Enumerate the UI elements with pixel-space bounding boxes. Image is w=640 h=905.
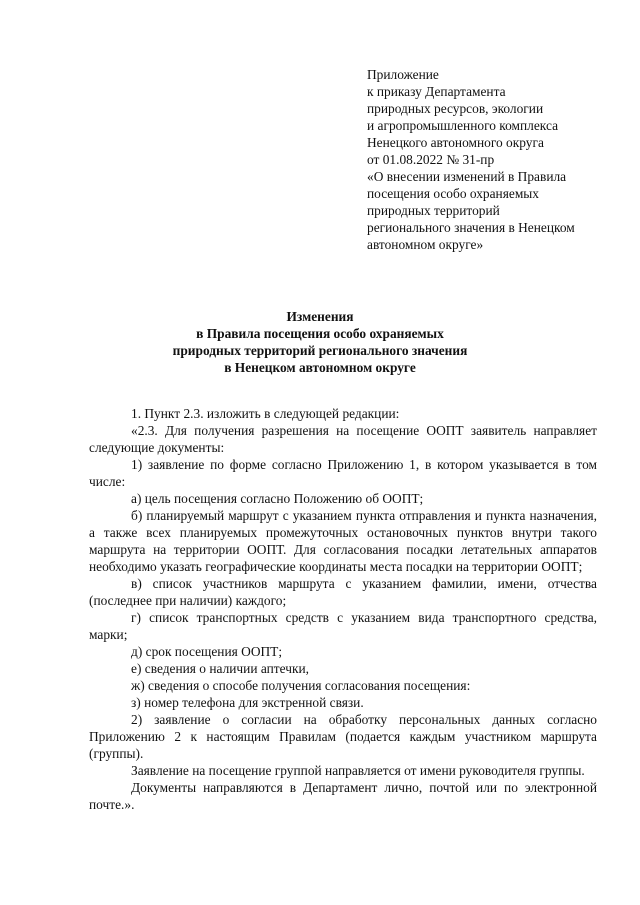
appendix-line: регионального значения в Ненецком: [367, 220, 575, 235]
appendix-line: природных ресурсов, экологии: [367, 101, 544, 116]
paragraph: 1) заявление по форме согласно Приложению 1, в котором указывается в том числе:: [89, 457, 597, 489]
appendix-line: «О внесении изменений в Правила: [367, 169, 567, 184]
paragraph: д) срок посещения ООПТ;: [131, 644, 283, 659]
paragraph: з) номер телефона для экстренной связи.: [131, 695, 364, 710]
paragraph: а) цель посещения согласно Положению об ООПТ;: [131, 491, 424, 506]
appendix-line: и агропромышленного комплекса: [367, 118, 559, 133]
paragraph: Документы направляются в Департамент лично, почтой или по электронной почте.».: [89, 780, 597, 812]
paragraph: Заявление на посещение группой направляется от имени руководителя группы.: [131, 763, 585, 778]
appendix-line: Ненецкого автономного округа: [367, 135, 544, 150]
appendix-line: посещения особо охраняемых: [367, 186, 539, 201]
appendix-line: к приказу Департамента: [367, 84, 506, 99]
document-body: [89, 405, 597, 813]
title-line: в Правила посещения особо охраняемых: [196, 326, 444, 341]
paragraph: ж) сведения о способе получения согласования посещения:: [131, 678, 471, 693]
paragraph: 2) заявление о согласии на обработку персональных данных согласно Приложению 2 к настоящим Правилам (подается каждым участником маршрута (группы).: [89, 712, 597, 761]
title-line: природных территорий регионального значения: [172, 343, 468, 358]
title-line: Изменения: [286, 309, 354, 324]
appendix-line: природных территорий: [367, 203, 500, 218]
title-line: в Ненецком автономном округе: [224, 360, 416, 375]
appendix-header: [367, 66, 629, 253]
appendix-line: автономном округе»: [367, 237, 484, 252]
paragraph: б) планируемый маршрут с указанием пункта отправления и пункта назначения, а также всех планируемых промежуточных остановочных пунктов внутри такого маршрута на территории ООПТ. Для согласования посадки летательных аппаратов необходимо указать географические координаты места посадки на территории ООПТ;: [89, 508, 597, 574]
appendix-line: Приложение: [367, 67, 439, 82]
document-title: [0, 308, 640, 376]
paragraph: е) сведения о наличии аптечки,: [131, 661, 309, 676]
paragraph: 1. Пункт 2.3. изложить в следующей редакции:: [131, 406, 400, 421]
appendix-line: от 01.08.2022 № 31-пр: [367, 152, 495, 167]
paragraph: в) список участников маршрута с указанием фамилии, имени, отчества (последнее при наличии) каждого;: [89, 576, 597, 608]
paragraph: г) список транспортных средств с указанием вида транспортного средства, марки;: [89, 610, 597, 642]
paragraph: «2.3. Для получения разрешения на посещение ООПТ заявитель направляет следующие документы:: [89, 423, 597, 455]
